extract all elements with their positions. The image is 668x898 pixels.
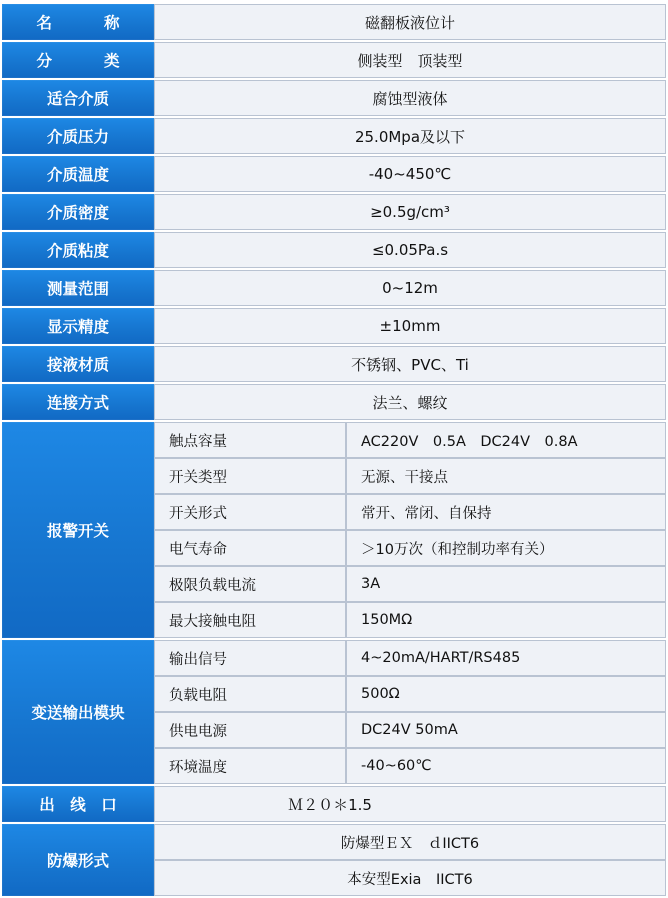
row-label-density [2, 194, 154, 230]
alarm-max-contact-resistance-value: 150MΩ [346, 602, 666, 638]
list-item [154, 566, 666, 602]
row-label-viscosity [2, 232, 154, 268]
row-label-temperature-text: 介质温度 [46, 166, 109, 184]
row-label-category-text: 分 类 [36, 52, 127, 70]
list-item [154, 824, 666, 860]
list-item [154, 530, 666, 566]
alarm-switch-form-key: 开关形式 [154, 494, 346, 530]
row-label-name [2, 4, 154, 40]
table-row-group-transmitter [2, 640, 666, 784]
row-label-name-text: 名 称 [36, 14, 127, 32]
row-value-wetted-material: 不锈钢、PVC、Ti [154, 346, 666, 382]
table-row [2, 118, 666, 154]
transmitter-output-signal-value: 4~20mA/HART/RS485 [346, 640, 666, 676]
list-item [154, 422, 666, 458]
table-row-group-alarm-switch [2, 422, 666, 638]
row-label-density-text: 介质密度 [46, 204, 109, 222]
list-item [154, 494, 666, 530]
alarm-max-load-current-value: 3A [346, 566, 666, 602]
group-label-explosion-proof: 防爆形式 [2, 824, 154, 896]
row-value-medium: 腐蚀型液体 [154, 80, 666, 116]
table-row [2, 42, 666, 78]
row-label-wetted-material [2, 346, 154, 382]
transmitter-load-resistance-key: 负载电阻 [154, 676, 346, 712]
table-row [2, 80, 666, 116]
row-label-range-text: 测量范围 [46, 280, 109, 298]
table-row [2, 156, 666, 192]
group-body-explosion-proof [154, 824, 666, 896]
alarm-electrical-life-key: 电气寿命 [154, 530, 346, 566]
list-item [154, 748, 666, 784]
explosion-proof-subtable [154, 824, 666, 896]
row-label-medium [2, 80, 154, 116]
table-row-group-explosion-proof [2, 824, 666, 896]
list-item [154, 676, 666, 712]
table-row [2, 270, 666, 306]
row-value-range: 0~12m [154, 270, 666, 306]
row-label-wetted-material-text: 接液材质 [46, 356, 109, 374]
transmitter-load-resistance-value: 500Ω [346, 676, 666, 712]
row-value-connection: 法兰、螺纹 [154, 384, 666, 420]
alarm-switch-subtable [154, 422, 666, 638]
list-item [154, 640, 666, 676]
row-label-connection-text: 连接方式 [46, 394, 109, 412]
row-label-viscosity-text: 介质粘度 [46, 242, 109, 260]
specification-table [2, 2, 666, 898]
row-value-outlet-text: Ｍ２０＊1.5 [288, 795, 372, 814]
group-label-transmitter: 变送输出模块 [2, 640, 154, 784]
group-label-alarm-switch: 报警开关 [2, 422, 154, 638]
alarm-electrical-life-value: ＞10万次（和控制功率有关） [346, 530, 666, 566]
alarm-contact-capacity-key: 触点容量 [154, 422, 346, 458]
alarm-contact-capacity-value: AC220V 0.5A DC24V 0.8A [346, 422, 666, 458]
row-label-category [2, 42, 154, 78]
row-value-viscosity: ≤0.05Pa.s [154, 232, 666, 268]
alarm-switch-form-value: 常开、常闭、自保持 [346, 494, 666, 530]
table-row [2, 194, 666, 230]
list-item [154, 860, 666, 896]
transmitter-power-supply-key: 供电电源 [154, 712, 346, 748]
transmitter-output-signal-key: 输出信号 [154, 640, 346, 676]
row-label-accuracy-text: 显示精度 [46, 318, 109, 336]
list-item [154, 458, 666, 494]
row-label-outlet [2, 786, 154, 822]
row-value-temperature: -40~450℃ [154, 156, 666, 192]
row-label-outlet-text: 出 线 口 [39, 796, 117, 814]
table-row [2, 4, 666, 40]
alarm-switch-type-value: 无源、干接点 [346, 458, 666, 494]
group-body-alarm-switch [154, 422, 666, 638]
row-value-outlet [154, 786, 666, 822]
row-label-connection [2, 384, 154, 420]
transmitter-ambient-temperature-value: -40~60℃ [346, 748, 666, 784]
group-body-transmitter [154, 640, 666, 784]
row-label-pressure-text: 介质压力 [46, 128, 109, 146]
row-label-range [2, 270, 154, 306]
table-row [2, 308, 666, 344]
row-label-medium-text: 适合介质 [46, 90, 109, 108]
transmitter-ambient-temperature-key: 环境温度 [154, 748, 346, 784]
row-label-accuracy [2, 308, 154, 344]
row-label-temperature [2, 156, 154, 192]
table-row [2, 346, 666, 382]
row-value-name: 磁翻板液位计 [154, 4, 666, 40]
alarm-max-contact-resistance-key: 最大接触电阻 [154, 602, 346, 638]
table-row [2, 384, 666, 420]
alarm-switch-type-key: 开关类型 [154, 458, 346, 494]
explosion-proof-type-2: 本安型Exia IICT6 [154, 860, 666, 896]
row-value-accuracy: ±10mm [154, 308, 666, 344]
row-label-pressure [2, 118, 154, 154]
table-row [2, 786, 666, 822]
alarm-max-load-current-key: 极限负载电流 [154, 566, 346, 602]
list-item [154, 712, 666, 748]
row-value-pressure: 25.0Mpa及以下 [154, 118, 666, 154]
row-value-density: ≥0.5g/cm³ [154, 194, 666, 230]
explosion-proof-type-1: 防爆型ＥＸ ｄIICT6 [154, 824, 666, 860]
table-row [2, 232, 666, 268]
transmitter-power-supply-value: DC24V 50mA [346, 712, 666, 748]
row-value-category: 侧装型 顶装型 [154, 42, 666, 78]
transmitter-subtable [154, 640, 666, 784]
list-item [154, 602, 666, 638]
